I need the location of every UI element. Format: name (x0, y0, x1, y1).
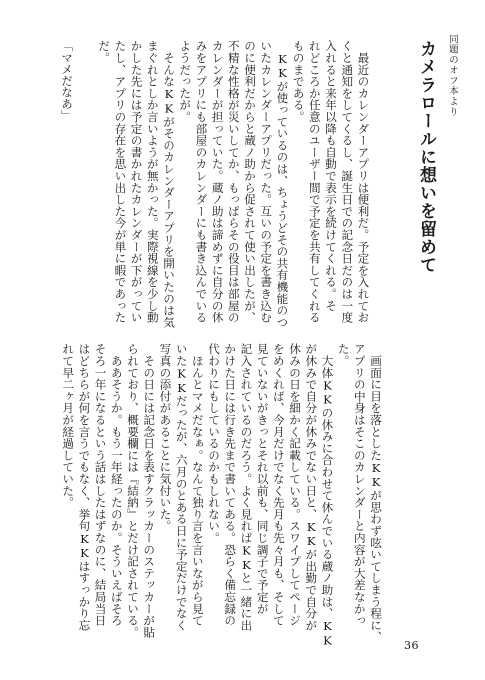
running-header: 同題のオフ本より (447, 34, 458, 118)
text-line: はどちらが何を言うでもなく、挙句KKはすっかり忘 (77, 343, 92, 631)
text-line: られており、概要欄には『結納』とだけ記されている。 (126, 343, 141, 638)
text-line: 画面に目を落としたKKが思わず呟いてしまう程に、 (369, 343, 384, 643)
text-line: 写真の添付があることに気付いた。 (158, 343, 173, 532)
dialogue-quote: 「マメだなあ」 (60, 40, 74, 122)
text-line: ほんとマメだなぁ。なんて独り言を言いながら見て (190, 343, 205, 627)
text-line: いたKKだったが、六月のとある日に予定だけでなく (174, 343, 189, 631)
text-line: 見ていないがきっとそれ以前も、同じ調子で予定が (255, 343, 270, 615)
text-line: かした先には予定の書かれたカレンダーが下がってい (129, 40, 144, 324)
text-line: 休みの日を細かく記載している。スワイプしてページ (288, 343, 303, 627)
text-line: れて早二ヶ月が経過していた。 (61, 343, 76, 509)
story-title: カメラロールに想いを留めて (416, 40, 436, 274)
text-line: KKが使っているのは、ちょうどその共有機能のつ (275, 40, 290, 328)
text-line: たし、アプリの存在を思い出した今が単に暇であった (113, 40, 128, 324)
text-line: いたカレンダーアプリだった。互いの予定を書き込む (259, 40, 274, 324)
text-line: その日には記念日を表すクラッカーのステッカーが貼 (142, 343, 157, 638)
text-line: だ。 (97, 40, 112, 64)
text-line: 不精な性格が災いしてか、もっぱらその役目は部屋の (226, 40, 241, 324)
text-line: 記入されているのだろう。よく見ればKKと一緒に出 (239, 343, 254, 631)
lower-text-block (60, 343, 384, 648)
text-line: ものまである。 (291, 40, 306, 123)
text-line: のに便利だからと蔵ノ助から促されて使い出したが、 (243, 40, 258, 324)
text-line: 代わりにもしているのかもしれない。 (207, 343, 222, 544)
text-line: た。 (336, 343, 351, 367)
text-line: アプリの中身はそこのカレンダーと内容が大差なかっ (352, 343, 367, 627)
text-line: みをアプリにも部屋のカレンダーにも書き込んでいる (194, 40, 209, 324)
text-line: かけた日には行き先まで書いてある。恐らく備忘録の (223, 343, 238, 627)
text-line: れどころか任意のユーザー間で予定を共有してくれる (307, 40, 322, 324)
text-line: をめくれば、今月だけでなく先月も先々月も、そして (271, 343, 286, 627)
text-line: まぐれとしか言いようが無かった。実際視線を少し動 (145, 40, 160, 324)
text-line: そんなKKがそのカレンダーアプリを開いたのは気 (162, 40, 177, 328)
text-line: 最近のカレンダーアプリは便利だ。予定を入れてお (356, 40, 371, 324)
page-number: 36 (404, 639, 419, 652)
text-line: そろ一年になるという話はしたはずなのに、結局当日 (93, 343, 108, 627)
text-line: 入れると来年以降も自動で表示を続けてくれる。そ (324, 40, 339, 312)
upper-text-block (96, 40, 371, 340)
text-line: くと通知をしてくるし、誕生日での記念日だのは一度 (340, 40, 355, 324)
text-line: ああそうか。もう一年経ったのか。そういえばそろ (109, 343, 124, 627)
text-line: カレンダーが担っていた。蔵ノ助は諦めずに自分の休 (210, 40, 225, 324)
text-line: 大体KKの休みに合わせて休んでいる蔵ノ助は、KK (320, 343, 335, 648)
text-line: が休みで自分が休みでない日と、KKが出勤で自分が (304, 343, 319, 631)
text-line: ようだったが。 (178, 40, 193, 123)
